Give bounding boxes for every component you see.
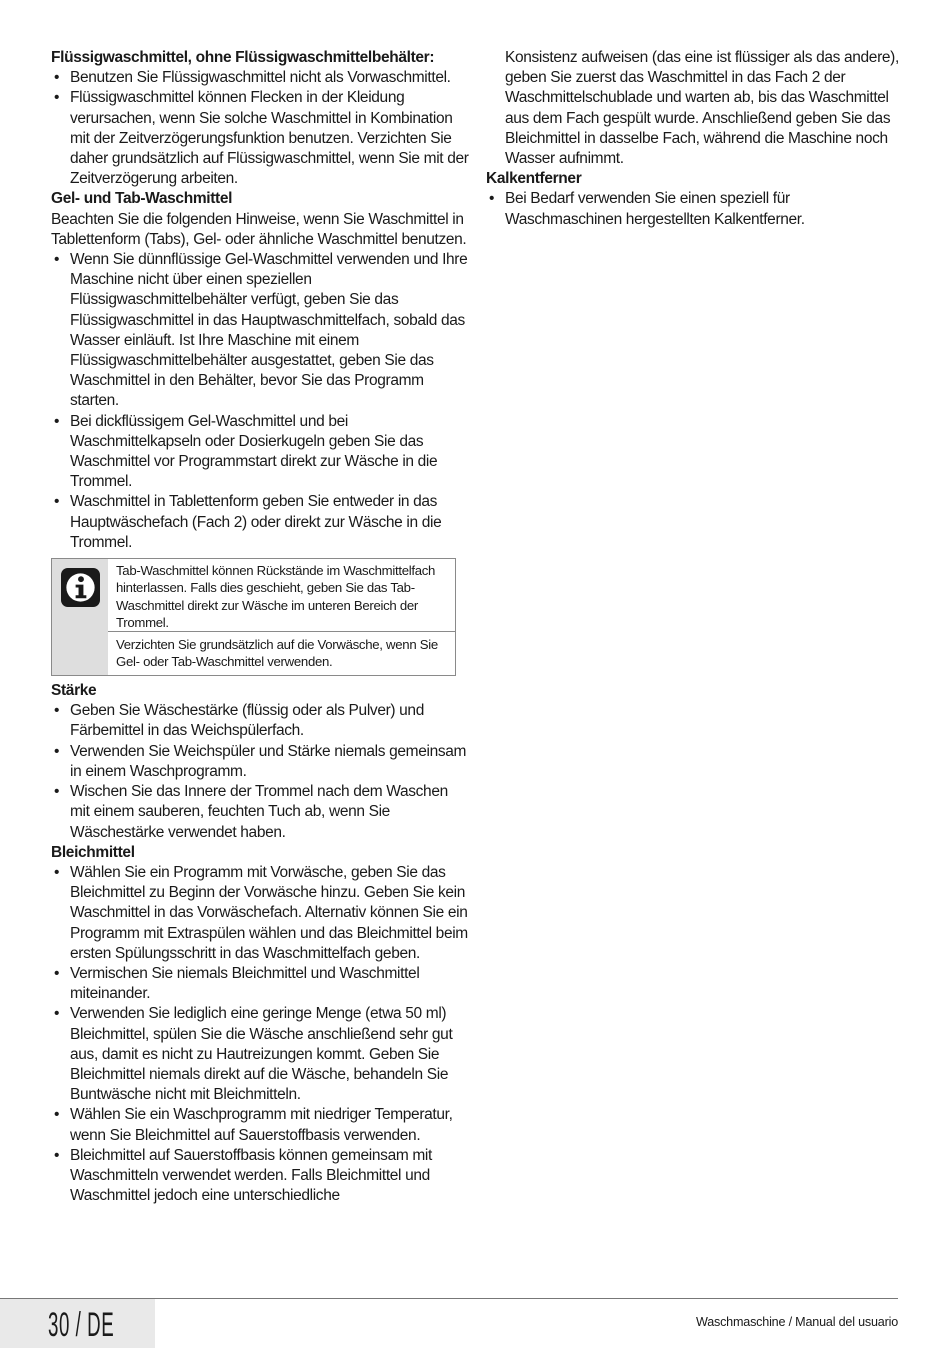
info-icon-panel: [52, 559, 108, 675]
list-item: • Wählen Sie ein Programm mit Vorwäsche, geben Sie das Bleichmittel zu Beginn der Vorwäsche hinzu. Geben Sie kein Waschmittel in das Vorwäschefach. Alternativ können Sie ein Programm mit Extraspülen wählen und das Bleichmittel beim ersten Spülungsschritt in das Waschmittelfach geben.: [51, 863, 469, 964]
left-column: [51, 48, 469, 1206]
list-item: • Flüssigwaschmittel können Flecken in der Kleidung verursachen, wenn Sie solche Waschmittel in Kombination mit der Zeitverzögerungsfunktion benutzen. Verzichten Sie daher grundsätzlich auf Flüssigwaschmittel, wenn Sie mit der Zeitverzögerung arbeiten.: [51, 88, 469, 189]
descaler-list: [486, 189, 904, 229]
liquid-detergent-list: [51, 68, 469, 189]
info-note-box: [51, 558, 456, 676]
list-item: • Wählen Sie ein Waschprogramm mit niedriger Temperatur, wenn Sie Bleichmittel auf Sauerstoffbasis verwenden.: [51, 1105, 469, 1145]
info-notes: [108, 559, 455, 675]
list-item: • Vermischen Sie niemals Bleichmittel und Waschmittel miteinander.: [51, 964, 469, 1004]
list-item: • Bei dickflüssigem Gel-Waschmittel und bei Waschmittelkapseln oder Dosierkugeln geben Sie das Waschmittel vor Programmstart direkt zur Wäsche in die Trommel.: [51, 412, 469, 493]
list-item: • Wenn Sie dünnflüssige Gel-Waschmittel verwenden und Ihre Maschine nicht über einen speziellen Flüssigwaschmittelbehälter verfügt, geben Sie das Flüssigwaschmittel in das Hauptwaschmittelfach, sobald das Wasser einläuft. Ist Ihre Maschine mit einem Flüssigwaschmittelbehälter ausgestattet, geben Sie das Waschmittel in den Behälter, bevor Sie das Programm starten.: [51, 250, 469, 412]
starch-list: [51, 701, 469, 842]
info-note-1: Tab-Waschmittel können Rückstände im Waschmittelfach hinterlassen. Falls dies geschieht, geben Sie das Tab-Waschmittel direkt zur Wäsche im unteren Bereich der Trommel.: [108, 559, 455, 632]
liquid-detergent-heading: Flüssigwaschmittel, ohne Flüssigwaschmittelbehälter:: [51, 49, 435, 66]
starch-heading: Stärke: [51, 682, 97, 700]
gel-tab-heading: Gel- und Tab-Waschmittel: [51, 190, 233, 208]
info-icon: [61, 568, 100, 607]
descaler-heading: Kalkentferner: [486, 170, 582, 188]
gel-tab-intro: Beachten Sie die folgenden Hinweise, wenn Sie Waschmittel in Tablettenform (Tabs), Gel- oder ähnliche Waschmittel benutzen.: [51, 210, 467, 248]
footer-title: Waschmaschine / Manual del usuario: [695, 1315, 898, 1329]
bleach-list: [51, 863, 469, 1206]
list-item: • Verwenden Sie Weichspüler und Stärke niemals gemeinsam in einem Waschprogramm.: [51, 742, 469, 782]
info-note-2: Verzichten Sie grundsätzlich auf die Vorwäsche, wenn Sie Gel- oder Tab-Waschmittel verwenden.: [116, 637, 438, 670]
list-item: • Benutzen Sie Flüssigwaschmittel nicht als Vorwaschmittel.: [51, 68, 469, 88]
list-item: • Geben Sie Wäschestärke (flüssig oder als Pulver) und Färbemittel in das Weichspülerfach.: [51, 701, 469, 741]
list-item: • Verwenden Sie lediglich eine geringe Menge (etwa 50 ml) Bleichmittel, spülen Sie die Wäsche anschließend sehr gut aus, damit es nicht zu Hautreizungen kommt. Geben Sie Bleichmittel niemals direkt auf die Wäsche, behandeln Sie Buntwäsche nicht mit Bleichmitteln.: [51, 1004, 469, 1105]
bleach-heading: Bleichmittel: [51, 843, 135, 861]
list-item: • Waschmittel in Tablettenform geben Sie entweder in das Hauptwäschefach (Fach 2) oder direkt zur Wäsche in die Trommel.: [51, 492, 469, 553]
bleach-continued-text: Konsistenz aufweisen (das eine ist flüssiger als das andere), geben Sie zuerst das Waschmittel in das Fach 2 der Waschmittelschublade und warten ab, bis das Waschmittel aus dem Fach gespült wurde. Anschließend geben Sie das Bleichmittel in dasselbe Fach, während die Maschine noch Wasser aufnimmt.: [505, 49, 899, 168]
list-item: • Bleichmittel auf Sauerstoffbasis können gemeinsam mit Waschmitteln verwendet werden. Falls Bleichmittel und Waschmittel jedoch eine unterschiedliche: [51, 1146, 469, 1207]
list-item: • Wischen Sie das Innere der Trommel nach dem Waschen mit einem sauberen, feuchten Tuch ab, wenn Sie Wäschestärke verwendet haben.: [51, 782, 469, 843]
right-column: [486, 48, 904, 230]
list-item: • Bei Bedarf verwenden Sie einen speziell für Waschmaschinen hergestellten Kalkentferner.: [486, 189, 904, 229]
page-number: 30 / DE: [48, 1306, 115, 1344]
gel-tab-list: [51, 250, 469, 553]
